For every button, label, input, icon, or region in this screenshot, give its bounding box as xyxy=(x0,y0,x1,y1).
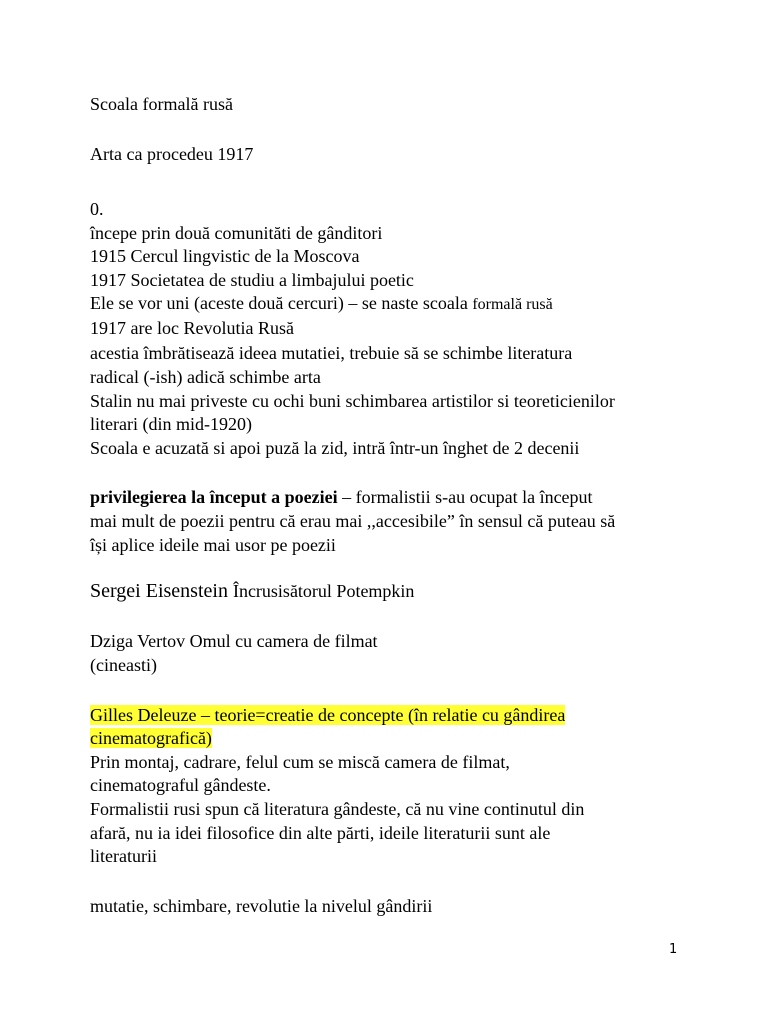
text-line: Stalin nu mai priveste cu ochi buni schimbarea artistilor si teoreticienilor xyxy=(90,391,615,411)
text-line: afară, nu ia idei filosofice din alte părti, ideile literaturii sunt ale xyxy=(90,823,551,843)
text-line: mutatie, schimbare, revolutie la nivelul gândirii xyxy=(90,896,433,916)
highlight-text: cinematografică) xyxy=(90,728,212,748)
text-line: cinematograful gândeste. xyxy=(90,775,271,795)
text-line: Scoala e acuzată si apoi puză la zid, intră într-un înghet de 2 decenii xyxy=(90,438,580,458)
text-line: acestia îmbrătisează ideea mutatiei, trebuie să se schimbe literatura xyxy=(90,343,573,363)
text-line: literaturii xyxy=(90,846,157,866)
eisenstein-line xyxy=(90,580,414,603)
text-line-unite-main: Ele se vor uni (aceste două cercuri) – se naste scoala xyxy=(90,293,473,313)
text-line: (cineasti) xyxy=(90,655,157,675)
document-title: Scoala formală rusă xyxy=(90,94,233,114)
eisenstein-name: Sergei Eisenstein xyxy=(90,580,233,602)
eisenstein-film: Încrusisătorul Potempkin xyxy=(232,581,415,601)
section-number: 0. xyxy=(90,199,104,219)
text-line: începe prin două comunităti de gânditori xyxy=(90,223,383,243)
text-line: radical (-ish) adică schimbe arta xyxy=(90,367,321,387)
highlight-text: Gilles Deleuze – teorie=creatie de concepte (în relatie cu gândirea xyxy=(90,705,566,725)
highlighted-line xyxy=(90,727,212,750)
text-line: 1917 are loc Revolutia Rusă xyxy=(90,318,294,338)
text-line: Formalistii rusi spun că literatura gândeste, că nu vine continutul din xyxy=(90,799,585,819)
poetry-bold-term: privilegierea la început a poeziei xyxy=(90,487,338,507)
highlighted-line xyxy=(90,704,565,727)
text-line: mai mult de poezii pentru că erau mai ,,accesibile” în sensul că puteau să xyxy=(90,511,616,531)
text-line: Prin montaj, cadrare, felul cum se miscă camera de filmat, xyxy=(90,752,510,772)
page-number: 1 xyxy=(669,942,678,957)
text-line: își aplice ideile mai usor pe poezii xyxy=(90,535,336,555)
document-subtitle: Arta ca procedeu 1917 xyxy=(90,144,254,164)
text-line-unite xyxy=(90,292,553,316)
text-line: Dziga Vertov Omul cu camera de filmat xyxy=(90,631,378,651)
text-line: 1915 Cercul lingvistic de la Moscova xyxy=(90,246,360,266)
text-line: 1917 Societatea de studiu a limbajului poetic xyxy=(90,270,414,290)
poetry-rest: – formalistii s-au ocupat la început xyxy=(337,487,593,507)
poetry-paragraph-first-line xyxy=(90,486,593,509)
text-line-unite-tail: formală rusă xyxy=(472,296,553,313)
text-line: literari (din mid-1920) xyxy=(90,414,252,434)
